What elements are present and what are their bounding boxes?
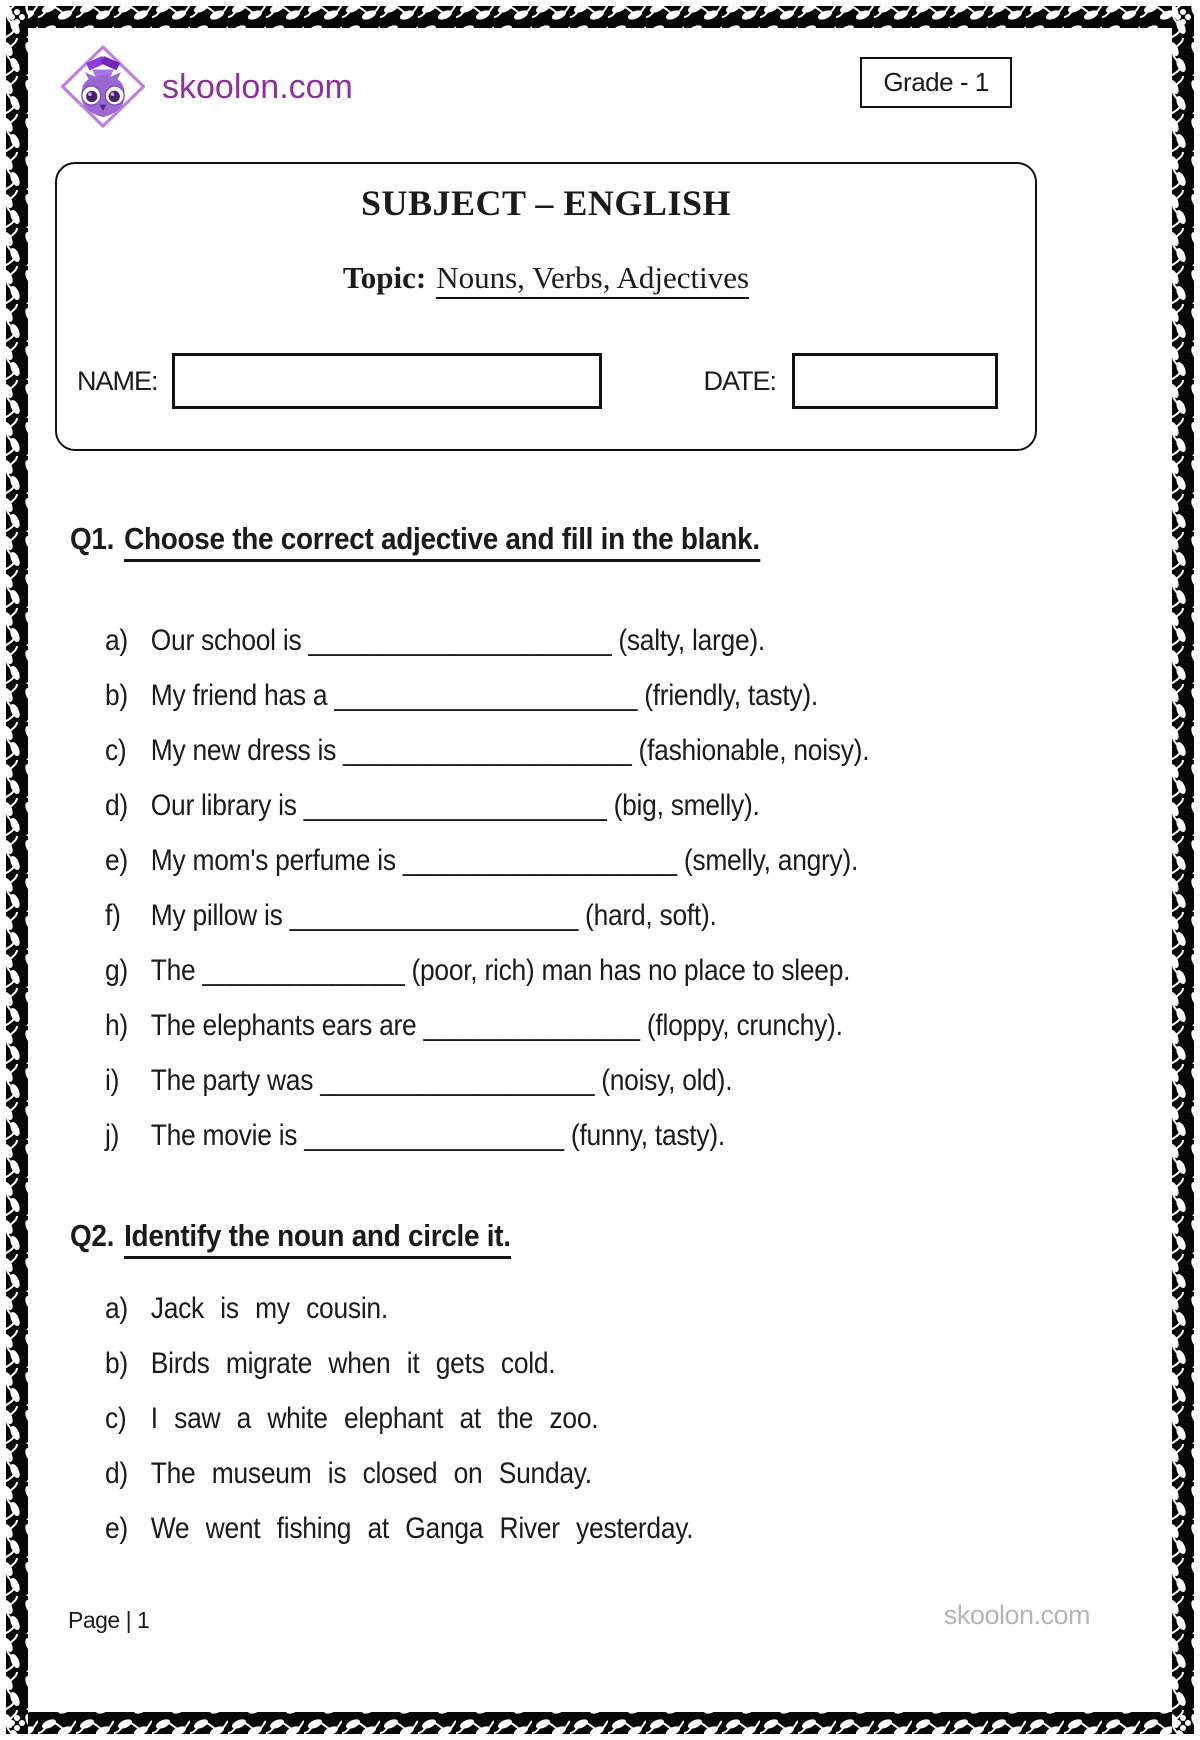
q2-heading xyxy=(70,1218,511,1254)
q2-number: Q2. xyxy=(70,1218,115,1253)
subject-title: SUBJECT – ENGLISH xyxy=(361,183,731,223)
q2-item-b: b) Birds migrate when it gets cold. xyxy=(105,1346,556,1380)
q1-item-e: e) My mom's perfume is ___________________ (smelly, angry). xyxy=(105,843,859,877)
q1-item-c: c) My new dress is ____________________ (fashionable, noisy). xyxy=(105,733,870,767)
q1-item-f: f) My pillow is ____________________ (hard, soft). xyxy=(105,898,717,932)
logo-text: skoolon.com xyxy=(162,67,353,106)
page-number: Page | 1 xyxy=(68,1607,150,1633)
topic-label: Topic: xyxy=(342,260,427,295)
date-input[interactable] xyxy=(792,353,998,409)
owl-diamond-logo-icon xyxy=(58,44,148,130)
q2-item-a: a) Jack is my cousin. xyxy=(105,1291,388,1325)
grade-badge: Grade - 1 xyxy=(860,57,1012,108)
q1-item-i: i) The party was ___________________ (noisy, old). xyxy=(105,1063,733,1097)
title-box xyxy=(55,162,1037,451)
q1-item-h: h) The elephants ears are _______________ (floppy, crunchy). xyxy=(105,1008,843,1042)
q1-number: Q1. xyxy=(70,521,115,556)
q1-item-g: g) The ______________ (poor, rich) man has no place to sleep. xyxy=(105,953,851,987)
date-label: DATE: xyxy=(703,365,777,396)
q2-item-e: e) We went fishing at Ganga River yesterday. xyxy=(105,1511,694,1545)
q1-item-a: a) Our school is _____________________ (salty, large). xyxy=(105,623,765,657)
q2-instruction: Identify the noun and circle it. xyxy=(124,1218,511,1259)
q1-item-j: j) The movie is __________________ (funny, tasty). xyxy=(105,1118,725,1152)
footer-watermark: skoolon.com xyxy=(943,1600,1090,1630)
q1-instruction: Choose the correct adjective and fill in the blank. xyxy=(124,521,760,562)
q2-item-c: c) I saw a white elephant at the zoo. xyxy=(105,1401,599,1435)
q1-item-d: d) Our library is _____________________ (big, smelly). xyxy=(105,788,760,822)
q2-item-d: d) The museum is closed on Sunday. xyxy=(105,1456,592,1490)
skoolon-logo xyxy=(58,44,353,130)
name-input[interactable] xyxy=(172,353,602,409)
topic-line xyxy=(57,260,1035,296)
name-label: NAME: xyxy=(77,365,158,396)
q1-item-b: b) My friend has a _____________________ (friendly, tasty). xyxy=(105,678,818,712)
q1-heading xyxy=(70,521,760,557)
name-date-row xyxy=(77,350,1021,412)
topic-value: Nouns, Verbs, Adjectives xyxy=(436,260,749,299)
